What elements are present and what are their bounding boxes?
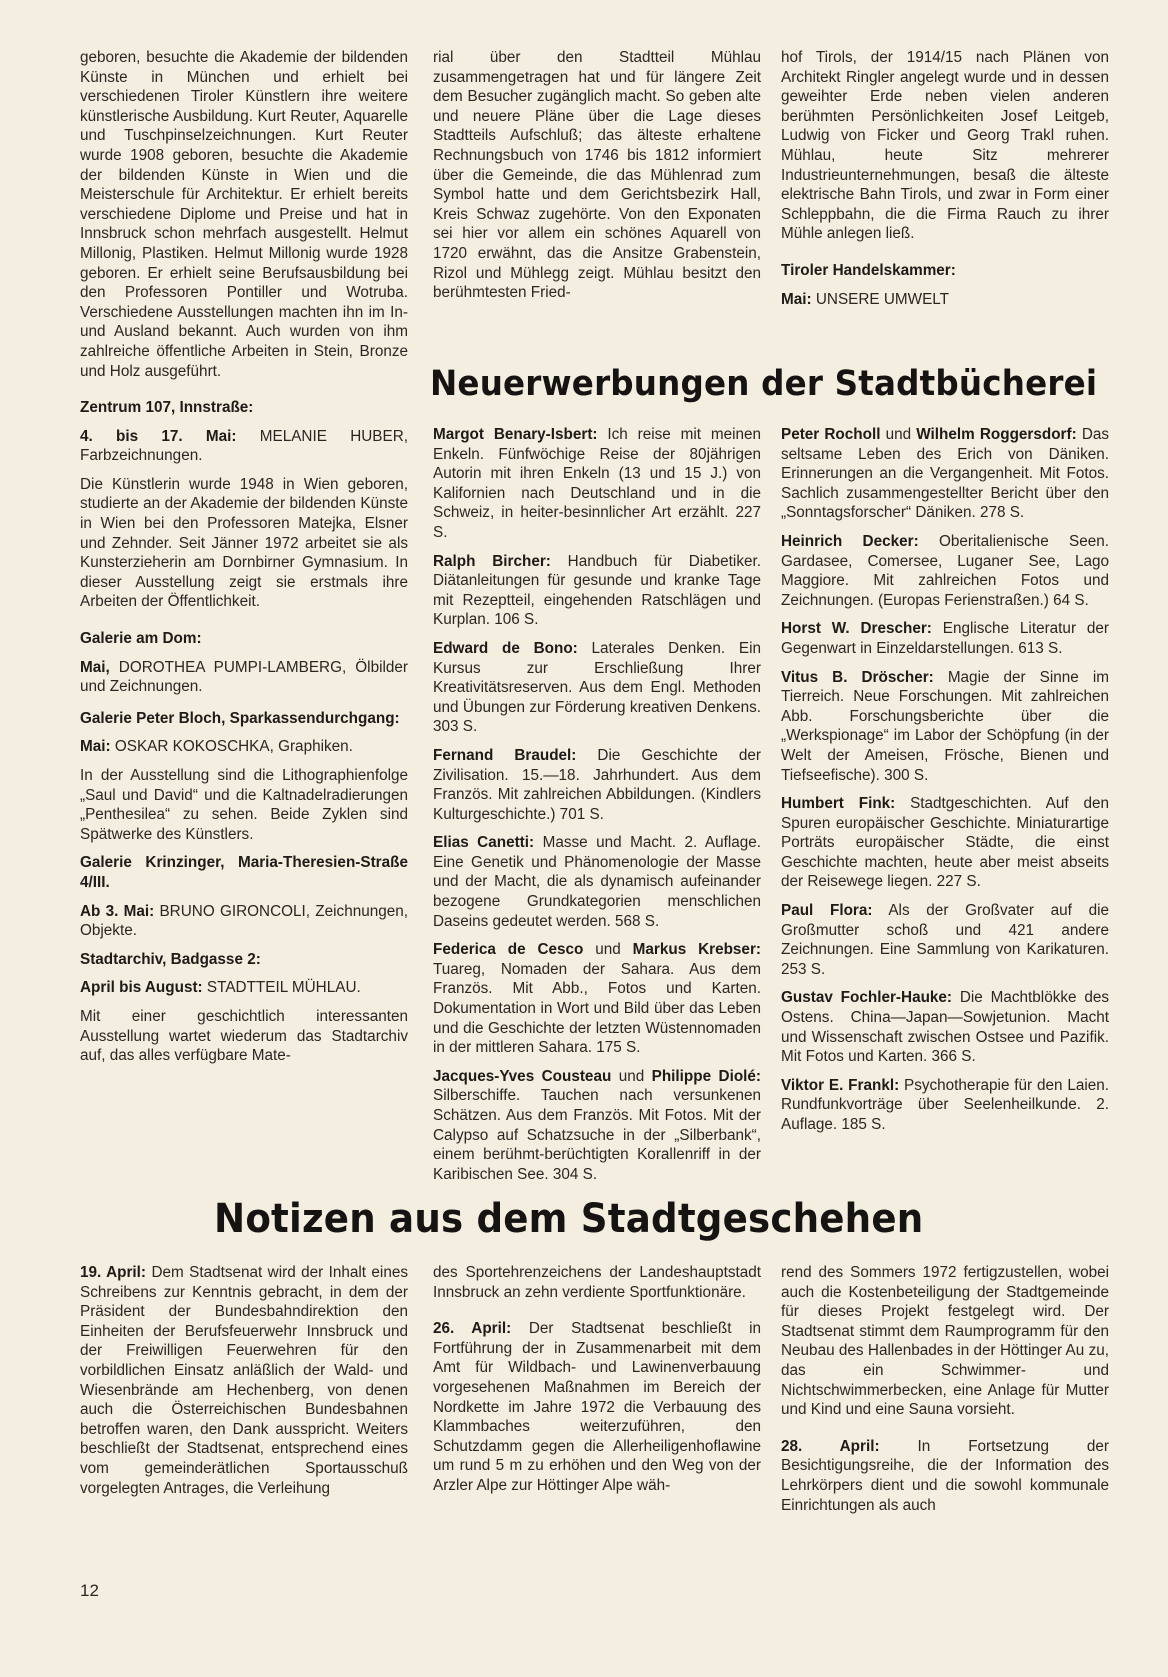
column-muehlau-continued	[433, 48, 761, 312]
column-notes-3	[781, 1263, 1109, 1524]
exhibition-entry: Mai: UNSERE UMWELT	[781, 290, 950, 308]
book-entry: Ralph Bircher: Handbuch für Diabetiker. Diätanleitungen für gesunde und kranke Tage mit Rezeptteil, eingehenden Ratschlägen und Kurplan. 106 S.	[433, 552, 761, 629]
venue-heading: Galerie Peter Bloch, Sparkassendurchgang:	[80, 709, 400, 727]
page-number: 12	[80, 1581, 99, 1600]
paragraph: Die Künstlerin wurde 1948 in Wien geboren, studierte an der Akademie der bildenden Künste in Wien bei den Professoren Matejka, Elsner und Zehnder. Seit Jänner 1972 arbeitet sie als Kunsterzieherin am Dornbirner Gymnasium. In dieser Ausstellung zeigt sie erstmals ihre Arbeiten der Öffentlichkeit.	[80, 475, 408, 611]
note-entry: 26. April: Der Stadtsenat beschließt in Fortführung der in Zusammenarbeit mit dem Amt für Wildbach- und Lawinenverbauung vorgesehenen Maßnahmen im Bereich der Nordkette im Jahre 1972 die Verbauung des Klammbaches weiterzuführen, den Schutzdamm gegen die Allerheiligenhoflawine um rund 5 m zu erhöhen und den Weg von der Arzler Alpe zur Höttinger Alpe wäh-	[433, 1320, 762, 1494]
book-entry: Humbert Fink: Stadtgeschichten. Auf den Spuren europäischer Geschichte. Miniaturartige Porträts europäischer Städte, die einst Geschichte machten, heute aber meist abseits der Reisewege liegen. 227 S.	[781, 795, 1109, 891]
exhibition-entry: Mai, DOROTHEA PUMPI-LAMBERG, Ölbilder und Zeichnungen.	[80, 658, 408, 696]
section-headline-notes: Notizen aus dem Stadtgeschehen	[214, 1196, 924, 1242]
paragraph: geboren, besuchte die Akademie der bildenden Künste in München und erhielt bei verschiedenen Tiroler Künstlern ihre weitere künstlerische Ausbildung. Kurt Reuter, Aquarelle und Tuschpinselzeichnungen. Kurt Reuter wurde 1908 geboren, besuchte die Akademie der bildenden Künste in Wien und die Meisterschule für Architektur. Er erhielt bereits verschiedene Diplome und Preise und hat in Innsbruck schon mehrfach ausgestellt. Helmut Millonig, Plastiken. Helmut Millonig wurde 1928 geboren. Er erhielt seine Berufsausbildung bei den Professoren Pontiller und Wotruba. Verschiedene Ausstellungen machten ihn im In- und Ausland bekannt. Auch wurden von ihm zahlreiche öffentliche Arbeiten in Stein, Bronze und Holz ausgeführt.	[80, 49, 408, 380]
book-entry: Jacques-Yves Cousteau und Philippe Diolé: Silberschiffe. Tauchen nach versunkenen Schätzen. Aus dem Französ. Mit Fotos. Mit der Calypso auf Schatzsuche in der „Silberbank“, einem berühmt-berüchtigten Korallenriff in der Karibischen See. 304 S.	[433, 1067, 762, 1183]
note-entry: des Sportehrenzeichens der Landeshauptstadt Innsbruck an zehn verdiente Sportfunktionäre.	[433, 1264, 761, 1301]
book-entry: Heinrich Decker: Oberitalienische Seen. Gardasee, Comersee, Luganer See, Lago Maggiore. Mit zahlreichen Fotos und Zeichnungen. (Europas Ferienstraßen.) 64 S.	[781, 532, 1110, 609]
column-muehlau-end	[781, 48, 1109, 318]
exhibition-entry: Mai: OSKAR KOKOSCHKA, Graphiken.	[80, 738, 353, 756]
book-entry: Horst W. Drescher: Englische Literatur der Gegenwart in Einzeldarstellungen. 613 S.	[781, 620, 1109, 657]
venue-heading: Tiroler Handelskammer:	[781, 261, 956, 279]
book-entry: Peter Rocholl und Wilhelm Roggersdorf: Das seltsame Leben des Erich von Däniken. Erinnerungen an die Vergangenheit. Mit Fotos. Sachlich zusammengestellter Bericht über den „Sonntagsforscher“ Däniken. 278 S.	[781, 426, 1110, 522]
book-entry: Vitus B. Dröscher: Magie der Sinne im Tierreich. Neue Forschungen. Mit zahlreichen Abb. Forschungsberichte über die „Werkspionage“ im Labor der Schöpfung (in der Welt der Ameisen, Frösche, Bienen und Tiefseefische). 300 S.	[781, 668, 1109, 784]
book-entry: Edward de Bono: Laterales Denken. Ein Kursus zur Erschließung Ihrer Kreativitätsreserven. Aus dem Engl. Methoden und Übungen zur Förderung kreativen Denkens. 303 S.	[433, 639, 762, 736]
book-entry: Gustav Fochler-Hauke: Die Machtblökke des Ostens. China—Japan—Sowjetunion. Macht und Wissenschaft zwischen Ostsee und Pazifik. Mit Fotos und Karten. 366 S.	[781, 989, 1109, 1066]
note-entry: 19. April: Dem Stadtsenat wird der Inhalt eines Schreibens zur Kenntnis gebracht, in dem der Präsident der Bundesbahndirektion den Einheiten der Berufsfeuerwehr Innsbruck und der Freiwilligen Feuerwehren für den vorbildlichen Einsatz anläßlich der Wald- und Wiesenbrände am Hechenberg, von denen auch die Österreichischen Bundesbahnen betroffen waren, den Dank ausspricht. Weiters beschließt der Stadtsenat, entsprechend eines vom gemeinderätlichen Sportausschuß vorgelegten Antrages, die Verleihung	[80, 1264, 408, 1497]
book-entry: Viktor E. Frankl: Psychotherapie für den Laien. Rundfunkvorträge über Seelenheilkunde. 2. Auflage. 185 S.	[781, 1076, 1109, 1133]
book-entry: Federica de Cesco und Markus Krebser: Tuareg, Nomaden der Sahara. Aus dem Französ. Mit Abb., Fotos und Karten. Dokumentation in Wort und Bild über das Leben und die Geschichte der letzten Wüstennomaden in der mittleren Sahara. 175 S.	[433, 941, 761, 1057]
section-headline-library: Neuerwerbungen der Stadtbücherei	[430, 364, 1098, 404]
column-library-left	[433, 425, 761, 1193]
exhibition-entry: 4. bis 17. Mai: MELANIE HUBER, Farbzeichnungen.	[80, 427, 408, 465]
book-entry: Elias Canetti: Masse und Macht. 2. Auflage. Eine Genetik und Phänomenologie der Masse und der Macht, die als dynamisch aufeinander bezogene Grundkategorien menschlichen Daseins gedeutet werden. 568 S.	[433, 834, 761, 930]
paragraph: rial über den Stadtteil Mühlau zusammengetragen hat und für längere Zeit dem Besucher zugänglich macht. So geben alte und neuere Pläne über die Lage dieses Stadtteils Aufschluß; das älteste erhaltene Rechnungsbuch von 1746 bis 1812 informiert über die Gemeinde, die das Mühlenrad zum Symbol hatte und dem Gerichtsbezirk Hall, Kreis Schwaz zugehörte. Von den Exponaten sei hier vor allem ein schönes Aquarell von 1720 erwähnt, das die Ansitze Grabenstein, Rizol und Mühlegg zeigt. Mühlau besitzt den berühmtesten Fried-	[433, 49, 761, 302]
venue-heading: Stadtarchiv, Badgasse 2:	[80, 950, 261, 968]
venue-heading: Galerie Krinzinger, Maria-Theresien-Straße 4/III.	[80, 854, 408, 891]
venue-heading: Galerie am Dom:	[80, 630, 202, 648]
book-entry: Paul Flora: Als der Großvater auf die Großmutter schoß und 421 andere Zeichnungen. Eine Sammlung von Karikaturen. 253 S.	[781, 902, 1110, 978]
note-entry: 28. April: In Fortsetzung der Besichtigungsreihe, die der Information des Lehrkörpers dient und die sowohl kommunale Einrichtungen als auch	[781, 1437, 1110, 1514]
column-notes-2	[433, 1263, 761, 1505]
column-notes-1	[80, 1263, 408, 1507]
book-entry: Margot Benary-Isbert: Ich reise mit meinen Enkeln. Fünfwöchige Reise der 80jährigen Autorin mit ihren Enkeln (13 und 15 J.) von Kalifornien nach Deutschland und in die Schweiz, in heiter-besinnlicher Art erzählt. 227 S.	[433, 426, 762, 541]
exhibition-entry: Ab 3. Mai: BRUNO GIRONCOLI, Zeichnungen, Objekte.	[80, 902, 409, 940]
paragraph: Mit einer geschichtlich interessanten Ausstellung wartet wiederum das Stadtarchiv auf, das alles verfügbare Mate-	[80, 1007, 408, 1065]
venue-heading: Zentrum 107, Innstraße:	[80, 399, 254, 417]
book-entry: Fernand Braudel: Die Geschichte der Zivilisation. 15.—18. Jahrhundert. Aus dem Französ. Mit zahlreichen Abbildungen. (Kindlers Kulturgeschichte.) 701 S.	[433, 746, 762, 823]
note-entry: rend des Sommers 1972 fertigzustellen, wobei auch die Kostenbeteiligung der Stadtgemeinde für dieses Projekt festgelegt wird. Der Stadtsenat stimmt dem Raumprogramm für den Neubau des Hallenbades in der Höttinger Au zu, das ein Schwimmer- und Nichtschwimmerbecken, eine Anlage für Mutter und Kind und eine Sauna vorsieht.	[781, 1264, 1109, 1419]
column-library-right	[781, 425, 1109, 1144]
column-exhibitions	[80, 48, 408, 1075]
paragraph: In der Ausstellung sind die Lithographienfolge „Saul und David“ und die Kaltnadelradierungen „Penthesilea“ zu sehen. Beide Zyklen sind Spätwerke des Künstlers.	[80, 767, 408, 843]
exhibition-entry: April bis August: STADTTEIL MÜHLAU.	[80, 979, 361, 997]
paragraph: hof Tirols, der 1914/15 nach Plänen von Architekt Ringler angelegt wurde und in dessen geweihter Erde neben vielen anderen berühmten Persönlichkeiten Josef Leitgeb, Ludwig von Ficker und Georg Trakl ruhen. Mühlau, heute Sitz mehrerer Industrieunternehmungen, besaß die älteste elektrische Bahn Tirols, und zwar in Form einer Schleppbahn, die die Firma Rauch zu ihrer Mühle anlegen ließ.	[781, 49, 1109, 243]
